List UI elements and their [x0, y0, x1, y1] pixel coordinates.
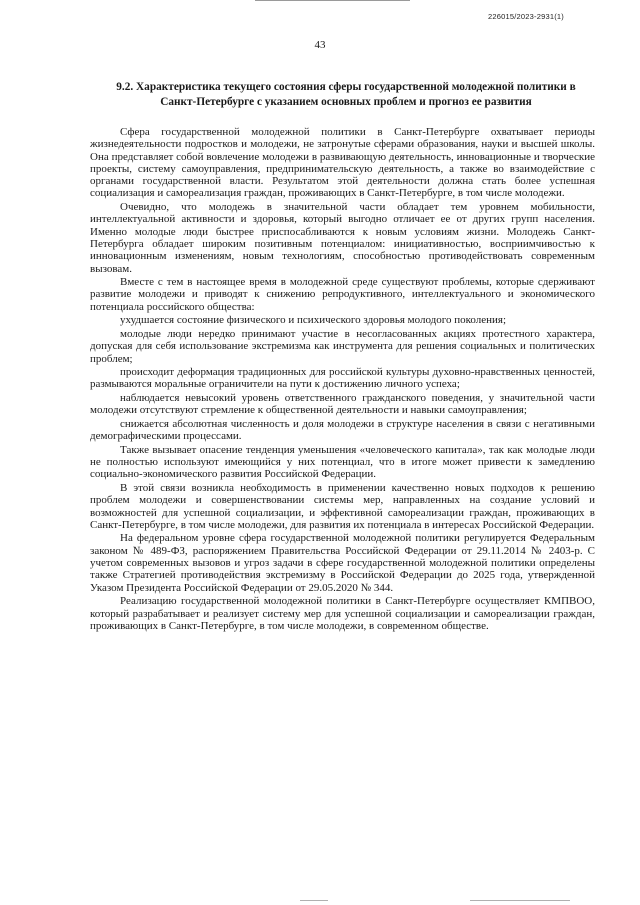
list-item: снижается абсолютная численность и доля молодежи в структуре населения в связи с негативными демографическими процессами. [90, 417, 595, 443]
list-item: молодые люди нередко принимают участие в несогласованных акциях протестного характера, допуская для себя использование экстремизма как инструмента для решения социальных и политических проблем; [90, 327, 595, 365]
section-title: 9.2. Характеристика текущего состояния сферы государственной молодежной политики в Санкт-Петербурге с указанием основных проблем и прогноз ее развития [116, 81, 576, 108]
paragraph: Очевидно, что молодежь в значительной части обладает тем уровнем мобильности, интеллектуальной активности и здоровья, который выгодно отличает ее от других групп населения. Именно молодые люди быстрее приспосабливаются к новым условиям жизни. Молодежь Санкт-Петербурга обладает широким позитивным потенциалом: инициативностью, восприимчивостью к инновационным изменениям, новым технологиям, способностью противодействовать современным вызовам. [90, 201, 595, 275]
list-item: происходит деформация традиционных для российской культуры духовно-нравственных ценностей, размываются моральные ограничители на пути к достижению личного успеха; [90, 366, 595, 391]
top-scan-line [255, 0, 410, 2]
paragraph: На федеральном уровне сфера государственной молодежной политики регулируется Федеральным законом № 489-ФЗ, распоряжением Правительства Российской Федерации от 29.11.2014 № 2403-р. С учетом современных вызовов и угроз задачи в сфере государственной молодежной политики определены также Стратегией противодействия экстремизму в Российской Федерации до 2025 года, утвержденной Указом Президента Российской Федерации от 29.05.2020 № 344. [90, 532, 595, 594]
document-code: 226015/2023-2931(1) [488, 12, 564, 21]
paragraph: Вместе с тем в настоящее время в молодежной среде существуют проблемы, которые сдерживают развитие молодежи и приводят к снижению репродуктивного, интеллектуального и экономического потенциала российского общества: [90, 276, 595, 313]
paragraph: В этой связи возникла необходимость в применении качественно новых подходов к решению проблем молодежи и совершенствовании системы мер, направленных на создание условий и возможностей для успешной социализации, и эффективной самореализации граждан, проживающих в Санкт-Петербурге, в том числе молодежи, для развития их потенциала в интересах Российской Федерации. [90, 481, 595, 531]
paragraph: Также вызывает опасение тенденция уменьшения «человеческого капитала», так как молодые люди не полностью используют имеющийся у них потенциал, что в итоге может привести к замедлению социально-экономического развития Российской Федерации. [90, 443, 595, 481]
bottom-scan-mark [470, 900, 570, 902]
list-item: наблюдается невысокий уровень ответственного гражданского поведения, у значительной части молодежи отсутствуют стремление к общественной деятельности и навыки самоуправления; [90, 392, 595, 417]
body-text [90, 126, 595, 633]
list-item: ухудшается состояние физического и психического здоровья молодого поколения; [120, 314, 507, 327]
paragraph: Реализацию государственной молодежной политики в Санкт-Петербурге осуществляет КМПВОО, который разрабатывает и реализует систему мер для успешной социализации и самореализации граждан, проживающих в Санкт-Петербурге, в том числе молодежи, в современном обществе. [90, 595, 595, 632]
page-number: 43 [314, 39, 326, 51]
bottom-scan-mark [300, 900, 328, 902]
paragraph: Сфера государственной молодежной политики в Санкт-Петербурге охватывает периоды жизнедеятельности подростков и молодежи, не затронутые сферами образования, науки и высшей школы. Она представляет собой вовлечение молодежи в развивающую деятельность, инновационные и творческие проекты, систему самоуправления, предпринимательскую деятельность, а также во взаимодействие с органами государственной власти. Результатом этой деятельности должна стать более успешная социализация и самореализация граждан, проживающих в Санкт-Петербурге, в том числе молодежи. [90, 126, 595, 200]
